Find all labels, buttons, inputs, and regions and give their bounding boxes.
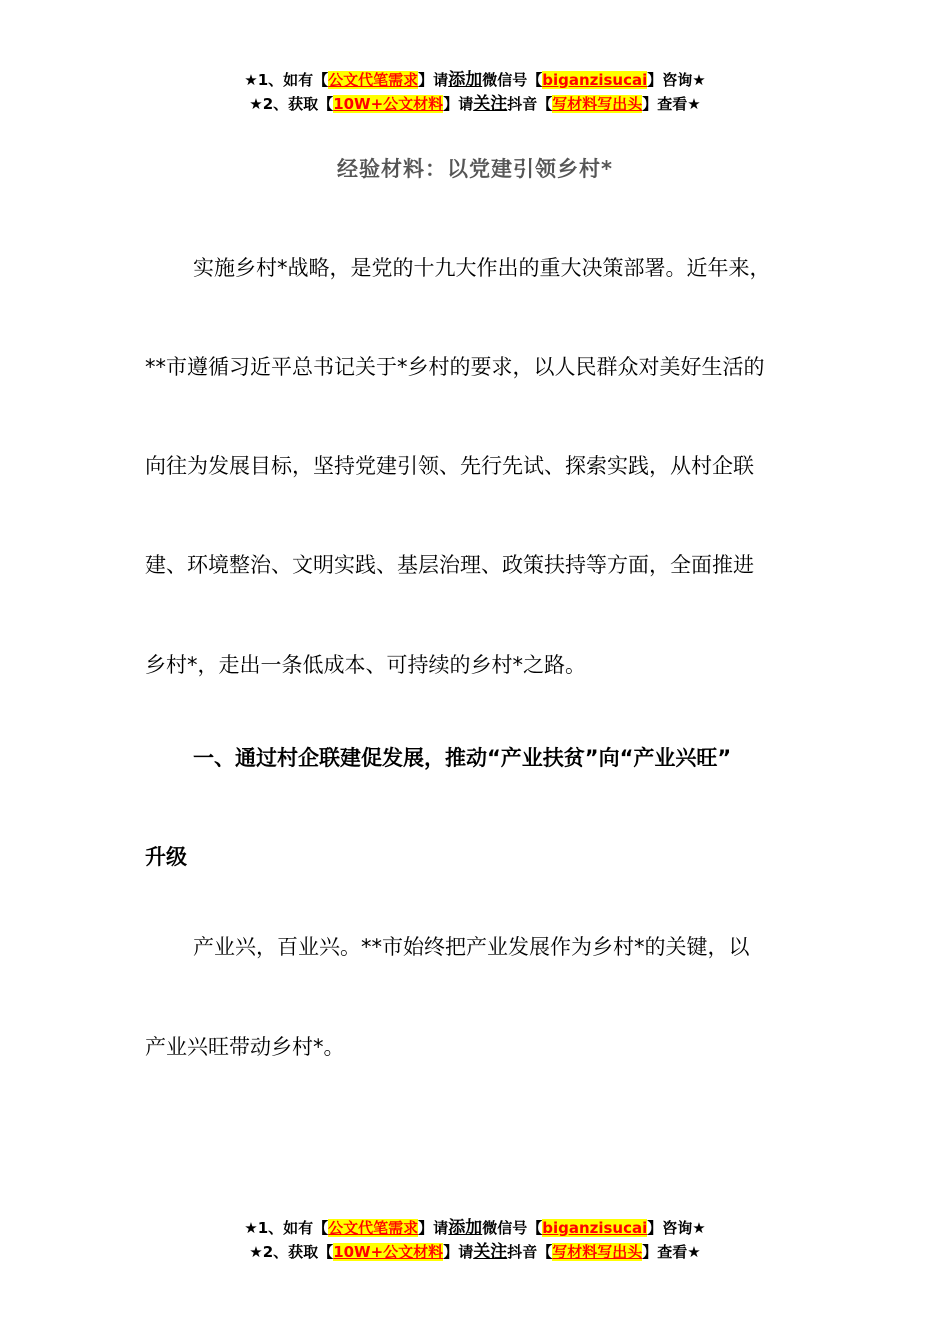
promo-text: 】查看★ xyxy=(642,1243,701,1261)
promo-text: 】请 xyxy=(418,71,449,89)
promo-line-2 xyxy=(0,92,950,116)
promo-text: 微信号【 xyxy=(482,71,543,89)
promo-text: ★2、获取【 xyxy=(249,95,334,113)
promo-highlight: 公文代笔需求 xyxy=(328,71,419,89)
promo-banner-top xyxy=(0,68,950,116)
promo-text: 抖音【 xyxy=(507,1243,553,1261)
paragraph-line: 建、环境整治、文明实践、基层治理、政策扶持等方面，全面推进 xyxy=(145,553,754,577)
document-title: 经验材料：以党建引领乡村* xyxy=(337,157,613,181)
promo-text: ★1、如有【 xyxy=(244,1219,329,1237)
promo-emphasis: 关注 xyxy=(473,94,508,114)
promo-line-2 xyxy=(0,1240,950,1264)
promo-text: 】咨询★ xyxy=(647,71,706,89)
paragraph-line: **市遵循习近平总书记关于*乡村的要求，以人民群众对美好生活的 xyxy=(145,355,765,379)
promo-highlight: 公文代笔需求 xyxy=(328,1219,419,1237)
paragraph-line: 产业兴，百业兴。**市始终把产业发展作为乡村*的关键，以 xyxy=(193,935,750,959)
paragraph-line: 乡村*，走出一条低成本、可持续的乡村*之路。 xyxy=(145,653,586,677)
promo-highlight: 10W+公文材料 xyxy=(333,95,444,113)
promo-banner-bottom xyxy=(0,1216,950,1264)
promo-text: 】请 xyxy=(443,95,474,113)
promo-text: 】请 xyxy=(418,1219,449,1237)
promo-text: 】咨询★ xyxy=(647,1219,706,1237)
promo-text: 】查看★ xyxy=(642,95,701,113)
promo-text: 】请 xyxy=(443,1243,474,1261)
promo-line-1 xyxy=(0,68,950,92)
douyin-account-highlight: 写材料写出头 xyxy=(552,95,643,113)
promo-line-1 xyxy=(0,1216,950,1240)
promo-emphasis: 关注 xyxy=(473,1242,508,1262)
promo-text: 微信号【 xyxy=(482,1219,543,1237)
promo-emphasis: 添加 xyxy=(448,70,483,90)
paragraph-line: 向往为发展目标，坚持党建引领、先行先试、探索实践，从村企联 xyxy=(145,454,754,478)
promo-emphasis: 添加 xyxy=(448,1218,483,1238)
wechat-id-highlight: biganzisucai xyxy=(542,71,648,89)
promo-text: 抖音【 xyxy=(507,95,553,113)
paragraph-line: 产业兴旺带动乡村*。 xyxy=(145,1035,345,1059)
section-heading-line: 一、通过村企联建促发展，推动“产业扶贫”向“产业兴旺” xyxy=(193,746,732,770)
promo-highlight: 10W+公文材料 xyxy=(333,1243,444,1261)
wechat-id-highlight: biganzisucai xyxy=(542,1219,648,1237)
douyin-account-highlight: 写材料写出头 xyxy=(552,1243,643,1261)
promo-text: ★2、获取【 xyxy=(249,1243,334,1261)
paragraph-line: 实施乡村*战略，是党的十九大作出的重大决策部署。近年来， xyxy=(193,256,771,280)
promo-text: ★1、如有【 xyxy=(244,71,329,89)
section-heading-line: 升级 xyxy=(145,845,187,869)
